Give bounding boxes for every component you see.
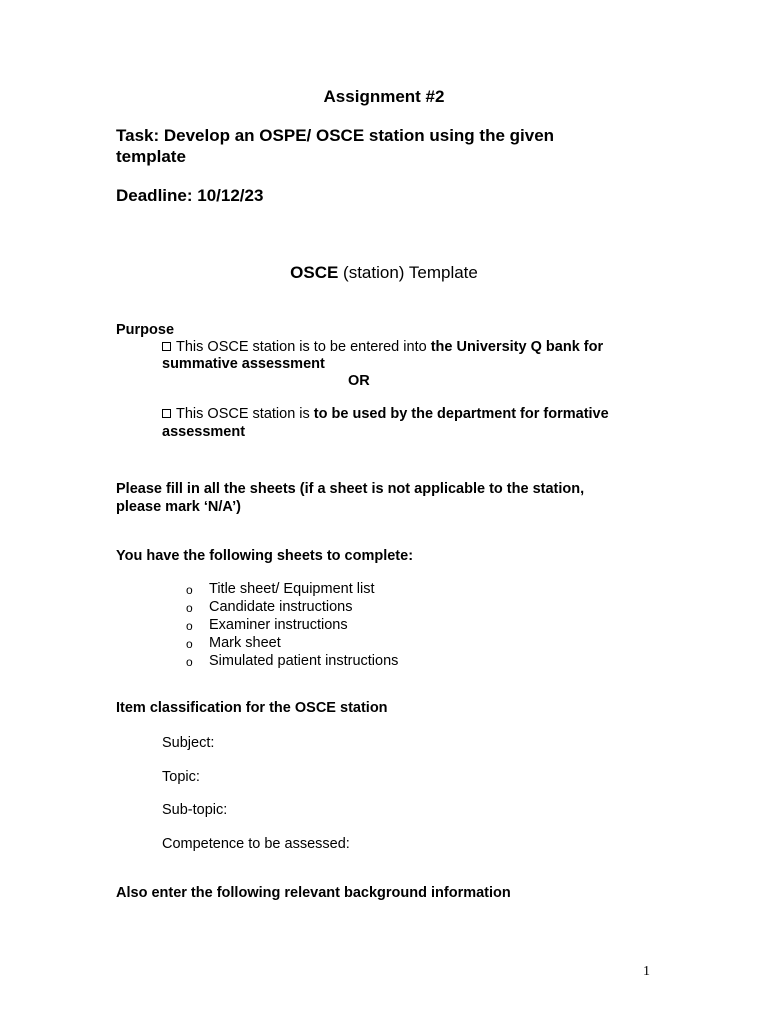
bullet-icon: o (186, 601, 193, 615)
list-item: o Mark sheet (186, 634, 398, 652)
bullet-icon: o (186, 637, 193, 651)
page-number: 1 (643, 964, 650, 979)
sheets-heading: You have the following sheets to complete: (116, 548, 414, 564)
checkbox-icon[interactable] (162, 409, 171, 418)
deadline: Deadline: 10/12/23 (116, 186, 264, 205)
list-item: o Candidate instructions (186, 598, 398, 616)
template-title: OSCE (station) Template (290, 263, 478, 282)
sheets-list (186, 580, 398, 670)
bullet-icon: o (186, 655, 193, 669)
field-topic[interactable]: Topic: (162, 768, 200, 785)
background-heading: Also enter the following relevant background information (116, 885, 511, 901)
fill-note-line-2: please mark ‘N/A’) (116, 499, 241, 515)
purpose-label: Purpose (116, 322, 175, 338)
list-item: o Simulated patient instructions (186, 652, 398, 670)
field-competence[interactable]: Competence to be assessed: (162, 835, 350, 852)
task-line-2: template (116, 147, 186, 166)
list-item: o Title sheet/ Equipment list (186, 580, 398, 598)
purpose-option-1: This OSCE station is to be entered into the University Q bank for (162, 339, 603, 355)
list-item: o Examiner instructions (186, 616, 398, 634)
or-label: OR (348, 373, 370, 389)
checkbox-icon[interactable] (162, 342, 171, 351)
bullet-icon: o (186, 583, 193, 597)
purpose-option-1-cont: summative assessment (162, 356, 325, 372)
field-subject[interactable]: Subject: (162, 735, 215, 751)
bullet-icon: o (186, 619, 193, 633)
purpose-option-2: This OSCE station is to be used by the department for formative (162, 406, 609, 422)
field-sub-topic[interactable]: Sub-topic: (162, 802, 228, 818)
classification-fields (162, 734, 350, 868)
fill-note-line-1: Please fill in all the sheets (if a sheet is not applicable to the station, (116, 481, 585, 497)
classification-heading: Item classification for the OSCE station (116, 700, 388, 716)
task-line-1: Task: Develop an OSPE/ OSCE station using the given (116, 126, 555, 145)
purpose-option-2-cont: assessment (162, 424, 246, 440)
assignment-title: Assignment #2 (323, 87, 445, 106)
